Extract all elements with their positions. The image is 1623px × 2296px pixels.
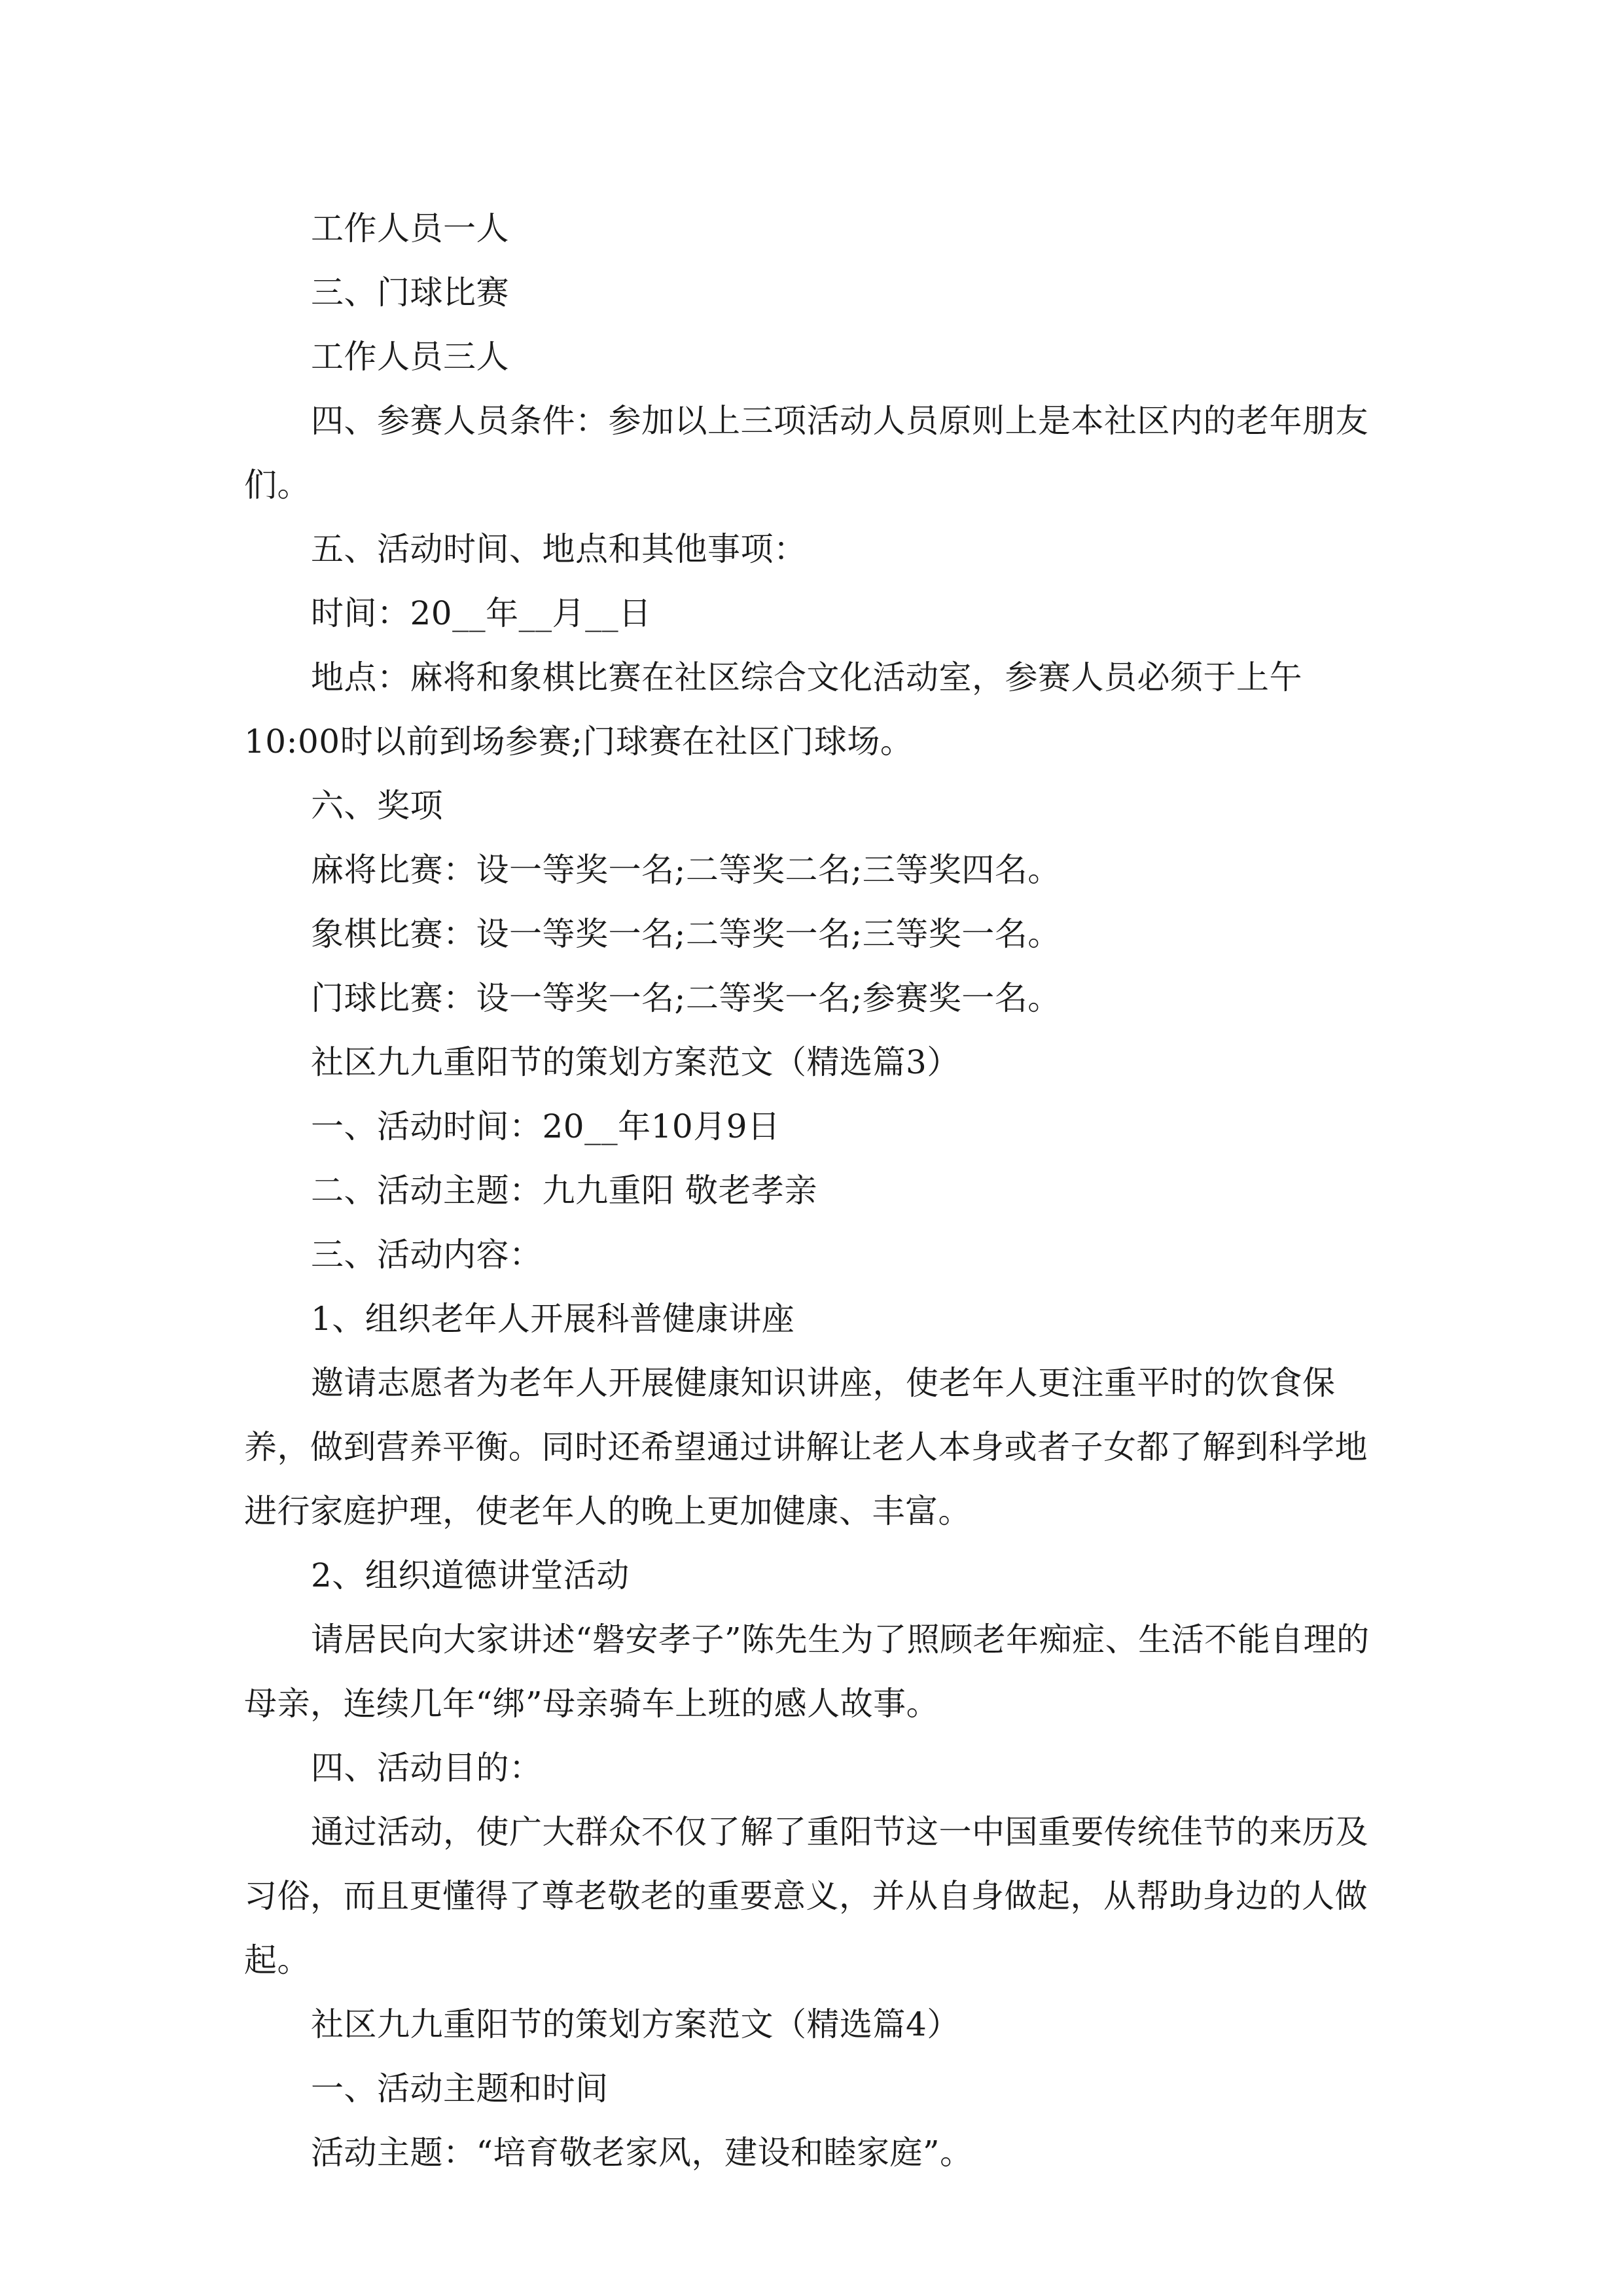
paragraph: 地点：麻将和象棋比赛在社区综合文化活动室，参赛人员必须于上午10:00时以前到场参赛;门球赛在社区门球场。 xyxy=(244,658,1302,761)
paragraph: 邀请志愿者为老年人开展健康知识讲座，使老年人更注重平时的饮食保养，做到营养平衡。同时还希望通过讲解让老人本身或者子女都了解到科学地进行家庭护理，使老年人的晚上更加健康、丰富。 xyxy=(244,1364,1368,1530)
section-heading: 四、参赛人员条件：参加以上三项活动人员原则上是本社区内的老年朋友们。 xyxy=(244,402,1368,504)
paragraph: 象棋比赛：设一等奖一名;二等奖一名;三等奖一名。 xyxy=(311,915,1061,953)
paragraph: 请居民向大家讲述“磐安孝子”陈先生为了照顾老年痴症、生活不能自理的母亲，连续几年“绑”母亲骑车上班的感人故事。 xyxy=(244,1621,1370,1723)
section-heading: 六、奖项 xyxy=(311,787,443,825)
section-heading: 二、活动主题：九九重阳 敬老孝亲 xyxy=(311,1172,817,1210)
paragraph: 时间：20__年__月__日 xyxy=(311,594,652,632)
article-title: 社区九九重阳节的策划方案范文（精选篇3） xyxy=(311,1043,960,1081)
subsection-heading: 2、组织道德讲堂活动 xyxy=(311,1556,630,1594)
section-heading: 五、活动时间、地点和其他事项： xyxy=(311,530,807,568)
section-heading: 四、活动目的： xyxy=(311,1749,543,1787)
paragraph: 工作人员一人 xyxy=(311,209,509,247)
paragraph: 麻将比赛：设一等奖一名;二等奖二名;三等奖四名。 xyxy=(311,851,1061,889)
paragraph: 工作人员三人 xyxy=(311,338,509,376)
section-heading: 一、活动时间：20__年10月9日 xyxy=(311,1107,781,1145)
article-title: 社区九九重阳节的策划方案范文（精选篇4） xyxy=(311,2005,960,2043)
paragraph: 活动主题：“培育敬老家风，建设和睦家庭”。 xyxy=(311,2134,973,2172)
section-heading: 一、活动主题和时间 xyxy=(311,2070,609,2108)
document-body xyxy=(244,196,1383,2185)
paragraph: 通过活动，使广大群众不仅了解了重阳节这一中国重要传统佳节的来历及习俗，而且更懂得了尊老敬老的重要意义，并从自身做起，从帮助身边的人做起。 xyxy=(244,1813,1368,1979)
section-heading: 三、活动内容： xyxy=(311,1236,543,1274)
section-heading: 三、门球比赛 xyxy=(311,274,509,312)
subsection-heading: 1、组织老年人开展科普健康讲座 xyxy=(311,1300,795,1338)
paragraph: 门球比赛：设一等奖一名;二等奖一名;参赛奖一名。 xyxy=(311,979,1061,1017)
